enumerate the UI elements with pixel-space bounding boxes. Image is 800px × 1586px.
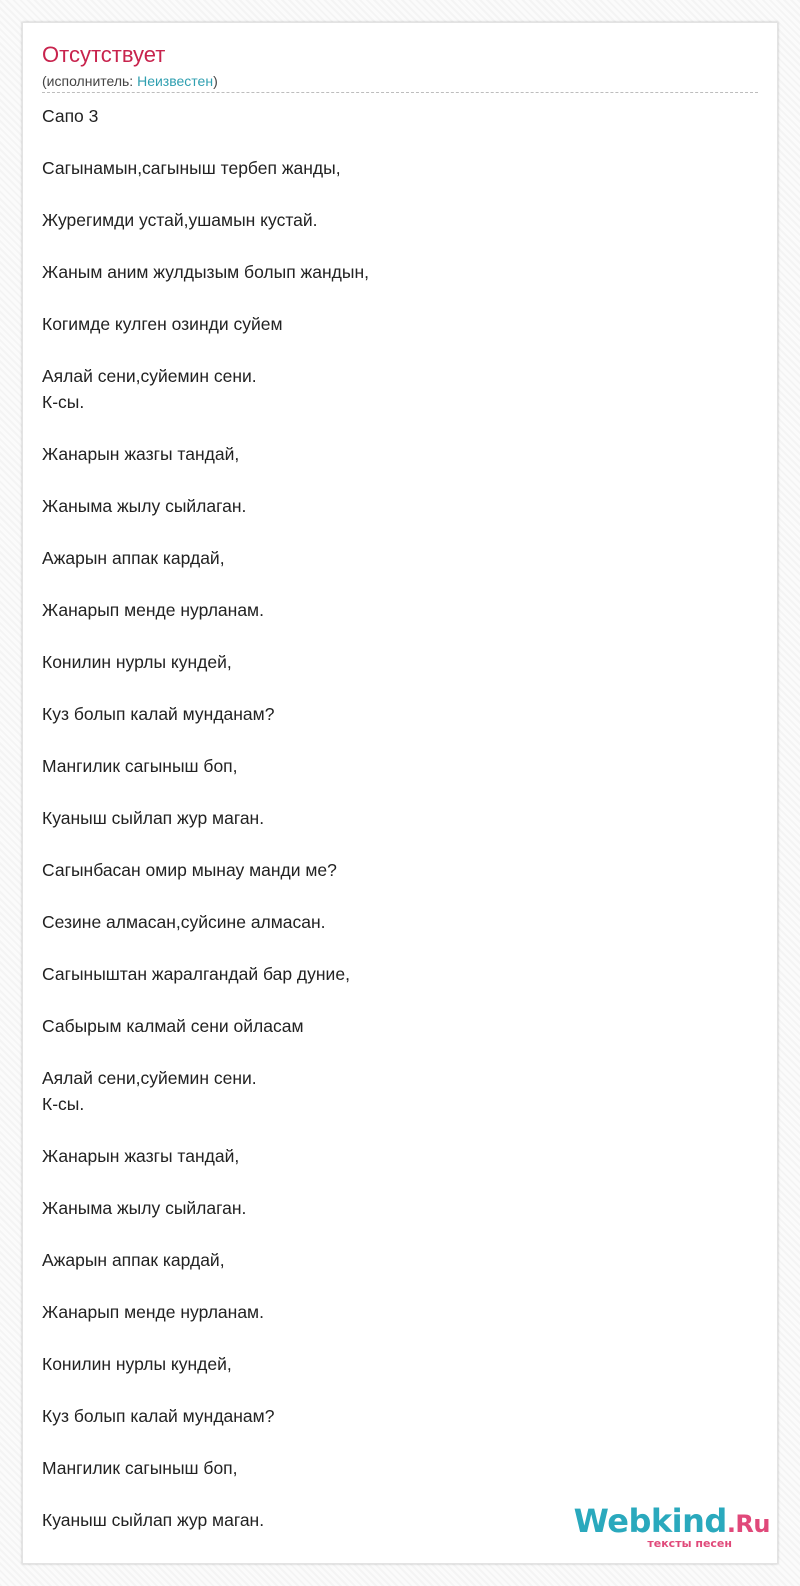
lyric-line: Жанарын жазгы тандай, <box>42 1146 240 1166</box>
lyric-blank-line <box>42 132 742 158</box>
lyric-line: Конилин нурлы кундей, <box>42 1354 232 1374</box>
lyric-blank-line <box>42 1380 742 1406</box>
lyrics-text <box>42 106 742 1536</box>
lyric-line: Сапо 3 <box>42 106 99 126</box>
lyric-line: Жанарын жазгы тандай, <box>42 444 240 464</box>
logo-main-text: Webkind <box>573 1502 727 1540</box>
lyric-line: Жаным аним жулдызым болып жандын, <box>42 262 369 282</box>
lyric-blank-line <box>42 418 742 444</box>
artist-prefix: (исполнитель: <box>42 73 138 89</box>
lyric-blank-line <box>42 340 742 366</box>
lyric-blank-line <box>42 626 742 652</box>
lyric-line: Мангилик сагыныш боп, <box>42 756 238 776</box>
lyric-line: Сабырым калмай сени ойласам <box>42 1016 304 1036</box>
artist-suffix: ) <box>213 73 218 89</box>
lyric-line: К-сы. <box>42 1094 85 1114</box>
lyric-line: Аялай сени,суйемин сени. <box>42 366 257 386</box>
lyric-line: Куз болып калай мунданам? <box>42 704 275 724</box>
lyric-blank-line <box>42 1224 742 1250</box>
lyric-line: Журегимди устай,ушамын кустай. <box>42 210 318 230</box>
lyric-line: Ажарын аппак кардай, <box>42 1250 225 1270</box>
lyric-line: Жаныма жылу сыйлаган. <box>42 496 247 516</box>
lyric-line: Сезине алмасан,суйсине алмасан. <box>42 912 326 932</box>
lyric-line: Сагынамын,сагыныш тербеп жанды, <box>42 158 341 178</box>
lyric-line: Когимде кулген озинди суйем <box>42 314 283 334</box>
lyric-blank-line <box>42 730 742 756</box>
lyric-blank-line <box>42 184 742 210</box>
lyric-blank-line <box>42 574 742 600</box>
lyric-line: Аялай сени,суйемин сени. <box>42 1068 257 1088</box>
lyric-line: Сагыныштан жаралгандай бар дуние, <box>42 964 350 984</box>
lyric-blank-line <box>42 522 742 548</box>
lyric-line: Конилин нурлы кундей, <box>42 652 232 672</box>
lyric-line: К-сы. <box>42 392 85 412</box>
lyric-blank-line <box>42 1328 742 1354</box>
logo-tagline: тексты песен <box>647 1537 732 1550</box>
lyric-blank-line <box>42 886 742 912</box>
lyric-blank-line <box>42 1120 742 1146</box>
lyric-blank-line <box>42 1042 742 1068</box>
lyric-blank-line <box>42 470 742 496</box>
lyric-blank-line <box>42 1432 742 1458</box>
lyric-line: Жанарып менде нурланам. <box>42 600 264 620</box>
song-title: Отсутствует <box>42 42 166 67</box>
site-logo[interactable] <box>570 1503 770 1555</box>
lyric-blank-line <box>42 236 742 262</box>
lyric-line: Сагынбасан омир мынау манди ме? <box>42 860 337 880</box>
lyric-blank-line <box>42 782 742 808</box>
lyric-blank-line <box>42 288 742 314</box>
lyric-line: Жанарып менде нурланам. <box>42 1302 264 1322</box>
lyric-blank-line <box>42 1276 742 1302</box>
lyric-line: Жаныма жылу сыйлаган. <box>42 1198 247 1218</box>
artist-link[interactable]: Неизвестен <box>137 73 214 89</box>
lyric-blank-line <box>42 678 742 704</box>
lyric-line: Куз болып калай мунданам? <box>42 1406 275 1426</box>
logo-suffix-text: .Ru <box>726 1510 770 1538</box>
lyric-line: Куаныш сыйлап жур маган. <box>42 1510 265 1530</box>
title-divider <box>42 92 758 93</box>
lyric-line: Куаныш сыйлап жур маган. <box>42 808 265 828</box>
artist-line <box>42 72 218 90</box>
lyric-blank-line <box>42 938 742 964</box>
lyric-line: Ажарын аппак кардай, <box>42 548 225 568</box>
lyric-line: Мангилик сагыныш боп, <box>42 1458 238 1478</box>
lyric-blank-line <box>42 1172 742 1198</box>
lyric-blank-line <box>42 990 742 1016</box>
lyric-blank-line <box>42 834 742 860</box>
